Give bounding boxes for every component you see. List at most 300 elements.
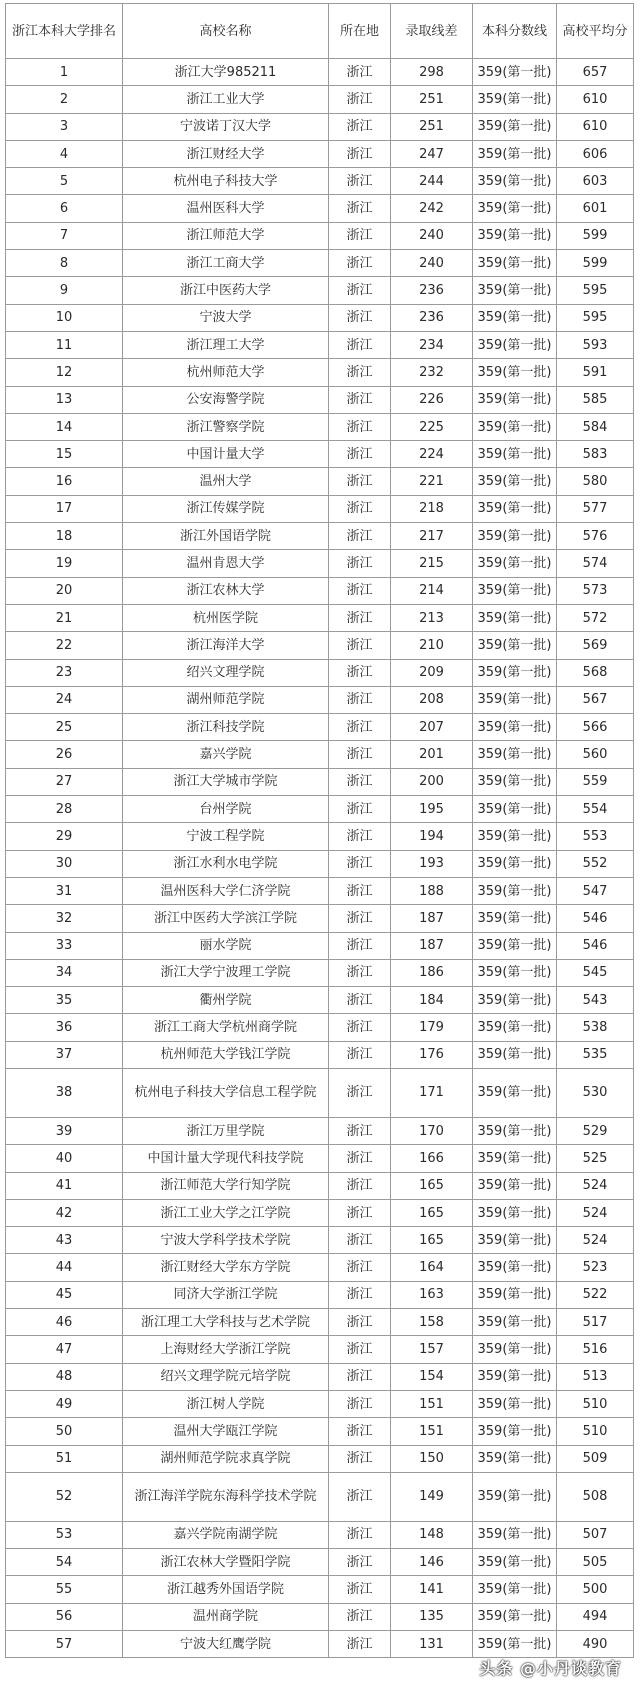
cell-score-gap: 232: [391, 359, 473, 386]
cell-school-name: 浙江理工大学科技与艺术学院: [123, 1309, 329, 1336]
cell-cutoff-line: 359(第一批): [473, 1117, 557, 1144]
cell-cutoff-line: 359(第一批): [473, 932, 557, 959]
cell-cutoff-line: 359(第一批): [473, 523, 557, 550]
cell-school-name: 宁波诺丁汉大学: [123, 113, 329, 140]
cell-cutoff-line: 359(第一批): [473, 550, 557, 577]
cell-average-score: 545: [557, 959, 634, 986]
cell-rank: 22: [6, 632, 123, 659]
cell-average-score: 523: [557, 1254, 634, 1281]
cell-average-score: 538: [557, 1014, 634, 1041]
cell-location: 浙江: [329, 140, 391, 167]
cell-location: 浙江: [329, 686, 391, 713]
cell-score-gap: 179: [391, 1014, 473, 1041]
cell-school-name: 浙江工业大学之江学院: [123, 1199, 329, 1226]
cell-cutoff-line: 359(第一批): [473, 1631, 557, 1658]
cell-average-score: 490: [557, 1631, 634, 1658]
cell-location: 浙江: [329, 277, 391, 304]
cell-location: 浙江: [329, 1336, 391, 1363]
cell-school-name: 温州大学瓯江学院: [123, 1418, 329, 1445]
cell-average-score: 530: [557, 1068, 634, 1117]
cell-rank: 3: [6, 113, 123, 140]
cell-cutoff-line: 359(第一批): [473, 905, 557, 932]
cell-school-name: 杭州电子科技大学: [123, 168, 329, 195]
cell-school-name: 温州大学: [123, 468, 329, 495]
cell-cutoff-line: 359(第一批): [473, 113, 557, 140]
cell-rank: 56: [6, 1603, 123, 1630]
cell-school-name: 湖州师范学院求真学院: [123, 1445, 329, 1472]
cell-cutoff-line: 359(第一批): [473, 1041, 557, 1068]
cell-school-name: 浙江科技学院: [123, 714, 329, 741]
cell-cutoff-line: 359(第一批): [473, 1145, 557, 1172]
cell-average-score: 606: [557, 140, 634, 167]
cell-location: 浙江: [329, 86, 391, 113]
cell-score-gap: 225: [391, 413, 473, 440]
cell-school-name: 中国计量大学: [123, 441, 329, 468]
cell-location: 浙江: [329, 168, 391, 195]
cell-rank: 46: [6, 1309, 123, 1336]
cell-rank: 31: [6, 877, 123, 904]
cell-location: 浙江: [329, 1363, 391, 1390]
cell-average-score: 546: [557, 905, 634, 932]
table-row: [6, 1145, 634, 1172]
cell-location: 浙江: [329, 1281, 391, 1308]
cell-average-score: 507: [557, 1521, 634, 1548]
cell-average-score: 566: [557, 714, 634, 741]
table-row: [6, 113, 634, 140]
cell-average-score: 576: [557, 523, 634, 550]
cell-score-gap: 247: [391, 140, 473, 167]
cell-cutoff-line: 359(第一批): [473, 659, 557, 686]
cell-school-name: 杭州电子科技大学信息工程学院: [123, 1068, 329, 1117]
cell-school-name: 绍兴文理学院: [123, 659, 329, 686]
cell-rank: 23: [6, 659, 123, 686]
cell-location: 浙江: [329, 359, 391, 386]
cell-rank: 11: [6, 331, 123, 358]
table-row: [6, 222, 634, 249]
cell-cutoff-line: 359(第一批): [473, 495, 557, 522]
cell-average-score: 509: [557, 1445, 634, 1472]
cell-rank: 38: [6, 1068, 123, 1117]
cell-school-name: 浙江水利水电学院: [123, 850, 329, 877]
cell-average-score: 595: [557, 277, 634, 304]
table-row: [6, 59, 634, 86]
cell-school-name: 浙江大学城市学院: [123, 768, 329, 795]
header-rank: 浙江本科大学排名: [6, 4, 123, 59]
cell-location: 浙江: [329, 741, 391, 768]
cell-average-score: 610: [557, 86, 634, 113]
cell-score-gap: 217: [391, 523, 473, 550]
cell-school-name: 嘉兴学院南湖学院: [123, 1521, 329, 1548]
cell-location: 浙江: [329, 1041, 391, 1068]
cell-location: 浙江: [329, 1549, 391, 1576]
cell-score-gap: 251: [391, 113, 473, 140]
cell-school-name: 浙江师范大学: [123, 222, 329, 249]
cell-school-name: 浙江工商大学: [123, 250, 329, 277]
cell-score-gap: 193: [391, 850, 473, 877]
cell-rank: 25: [6, 714, 123, 741]
table-row: [6, 359, 634, 386]
cell-school-name: 同济大学浙江学院: [123, 1281, 329, 1308]
cell-rank: 51: [6, 1445, 123, 1472]
table-row: [6, 1603, 634, 1630]
cell-cutoff-line: 359(第一批): [473, 1472, 557, 1521]
cell-score-gap: 236: [391, 304, 473, 331]
table-row: [6, 577, 634, 604]
cell-rank: 7: [6, 222, 123, 249]
table-row: [6, 1281, 634, 1308]
cell-score-gap: 215: [391, 550, 473, 577]
cell-average-score: 525: [557, 1145, 634, 1172]
cell-location: 浙江: [329, 632, 391, 659]
cell-cutoff-line: 359(第一批): [473, 1281, 557, 1308]
cell-rank: 10: [6, 304, 123, 331]
cell-school-name: 浙江农林大学暨阳学院: [123, 1549, 329, 1576]
cell-school-name: 浙江财经大学: [123, 140, 329, 167]
cell-rank: 1: [6, 59, 123, 86]
cell-score-gap: 146: [391, 1549, 473, 1576]
cell-rank: 47: [6, 1336, 123, 1363]
table-row: [6, 86, 634, 113]
cell-school-name: 浙江海洋大学: [123, 632, 329, 659]
table-row: [6, 877, 634, 904]
cell-rank: 44: [6, 1254, 123, 1281]
cell-rank: 49: [6, 1390, 123, 1417]
cell-location: 浙江: [329, 959, 391, 986]
cell-cutoff-line: 359(第一批): [473, 386, 557, 413]
cell-location: 浙江: [329, 304, 391, 331]
cell-rank: 34: [6, 959, 123, 986]
cell-cutoff-line: 359(第一批): [473, 686, 557, 713]
cell-location: 浙江: [329, 1418, 391, 1445]
cell-school-name: 绍兴文理学院元培学院: [123, 1363, 329, 1390]
cell-cutoff-line: 359(第一批): [473, 359, 557, 386]
cell-location: 浙江: [329, 823, 391, 850]
ranking-table-container: [5, 3, 633, 1658]
cell-score-gap: 171: [391, 1068, 473, 1117]
cell-score-gap: 151: [391, 1390, 473, 1417]
cell-rank: 54: [6, 1549, 123, 1576]
cell-average-score: 595: [557, 304, 634, 331]
cell-score-gap: 149: [391, 1472, 473, 1521]
table-header-row: [6, 4, 634, 59]
cell-location: 浙江: [329, 550, 391, 577]
cell-location: 浙江: [329, 413, 391, 440]
cell-average-score: 516: [557, 1336, 634, 1363]
cell-score-gap: 176: [391, 1041, 473, 1068]
cell-rank: 45: [6, 1281, 123, 1308]
cell-location: 浙江: [329, 1145, 391, 1172]
table-row: [6, 195, 634, 222]
cell-cutoff-line: 359(第一批): [473, 714, 557, 741]
cell-score-gap: 298: [391, 59, 473, 86]
cell-rank: 30: [6, 850, 123, 877]
cell-score-gap: 221: [391, 468, 473, 495]
cell-average-score: 603: [557, 168, 634, 195]
cell-school-name: 杭州师范大学: [123, 359, 329, 386]
cell-location: 浙江: [329, 1472, 391, 1521]
cell-rank: 8: [6, 250, 123, 277]
table-row: [6, 1631, 634, 1658]
cell-rank: 42: [6, 1199, 123, 1226]
cell-school-name: 湖州师范学院: [123, 686, 329, 713]
cell-school-name: 上海财经大学浙江学院: [123, 1336, 329, 1363]
cell-rank: 43: [6, 1227, 123, 1254]
cell-score-gap: 201: [391, 741, 473, 768]
cell-school-name: 浙江大学宁波理工学院: [123, 959, 329, 986]
cell-location: 浙江: [329, 1521, 391, 1548]
cell-average-score: 580: [557, 468, 634, 495]
table-row: [6, 1576, 634, 1603]
cell-cutoff-line: 359(第一批): [473, 1014, 557, 1041]
cell-score-gap: 226: [391, 386, 473, 413]
table-row: [6, 959, 634, 986]
cell-average-score: 593: [557, 331, 634, 358]
table-row: [6, 495, 634, 522]
cell-cutoff-line: 359(第一批): [473, 168, 557, 195]
cell-cutoff-line: 359(第一批): [473, 796, 557, 823]
cell-location: 浙江: [329, 1309, 391, 1336]
cell-school-name: 浙江中医药大学: [123, 277, 329, 304]
cell-score-gap: 188: [391, 877, 473, 904]
cell-average-score: 517: [557, 1309, 634, 1336]
table-row: [6, 1117, 634, 1144]
table-row: [6, 1068, 634, 1117]
cell-score-gap: 163: [391, 1281, 473, 1308]
cell-score-gap: 166: [391, 1145, 473, 1172]
cell-rank: 28: [6, 796, 123, 823]
cell-school-name: 浙江越秀外国语学院: [123, 1576, 329, 1603]
cell-score-gap: 214: [391, 577, 473, 604]
cell-average-score: 657: [557, 59, 634, 86]
cell-average-score: 567: [557, 686, 634, 713]
cell-cutoff-line: 359(第一批): [473, 1309, 557, 1336]
cell-average-score: 560: [557, 741, 634, 768]
cell-location: 浙江: [329, 577, 391, 604]
cell-location: 浙江: [329, 1068, 391, 1117]
cell-location: 浙江: [329, 59, 391, 86]
cell-average-score: 529: [557, 1117, 634, 1144]
table-row: [6, 1227, 634, 1254]
cell-location: 浙江: [329, 1227, 391, 1254]
table-row: [6, 277, 634, 304]
table-row: [6, 850, 634, 877]
cell-cutoff-line: 359(第一批): [473, 468, 557, 495]
cell-average-score: 524: [557, 1227, 634, 1254]
table-row: [6, 1014, 634, 1041]
cell-school-name: 丽水学院: [123, 932, 329, 959]
cell-average-score: 543: [557, 987, 634, 1014]
cell-cutoff-line: 359(第一批): [473, 250, 557, 277]
cell-average-score: 535: [557, 1041, 634, 1068]
cell-location: 浙江: [329, 1014, 391, 1041]
cell-location: 浙江: [329, 768, 391, 795]
cell-school-name: 温州肯恩大学: [123, 550, 329, 577]
table-row: [6, 659, 634, 686]
cell-score-gap: 240: [391, 250, 473, 277]
cell-score-gap: 218: [391, 495, 473, 522]
cell-average-score: 572: [557, 604, 634, 631]
cell-cutoff-line: 359(第一批): [473, 768, 557, 795]
cell-cutoff-line: 359(第一批): [473, 86, 557, 113]
cell-cutoff-line: 359(第一批): [473, 1068, 557, 1117]
cell-rank: 21: [6, 604, 123, 631]
cell-rank: 2: [6, 86, 123, 113]
table-row: [6, 741, 634, 768]
cell-score-gap: 200: [391, 768, 473, 795]
table-row: [6, 250, 634, 277]
table-body: [6, 59, 634, 1658]
cell-cutoff-line: 359(第一批): [473, 331, 557, 358]
table-row: [6, 1041, 634, 1068]
cell-location: 浙江: [329, 877, 391, 904]
cell-score-gap: 208: [391, 686, 473, 713]
table-row: [6, 1472, 634, 1521]
cell-average-score: 591: [557, 359, 634, 386]
cell-school-name: 浙江农林大学: [123, 577, 329, 604]
cell-cutoff-line: 359(第一批): [473, 877, 557, 904]
cell-school-name: 公安海警学院: [123, 386, 329, 413]
cell-rank: 55: [6, 1576, 123, 1603]
cell-cutoff-line: 359(第一批): [473, 413, 557, 440]
cell-school-name: 宁波大红鹰学院: [123, 1631, 329, 1658]
table-row: [6, 714, 634, 741]
cell-average-score: 599: [557, 222, 634, 249]
cell-rank: 35: [6, 987, 123, 1014]
cell-school-name: 衢州学院: [123, 987, 329, 1014]
cell-location: 浙江: [329, 987, 391, 1014]
university-ranking-table: [5, 3, 634, 1658]
cell-score-gap: 154: [391, 1363, 473, 1390]
cell-location: 浙江: [329, 1390, 391, 1417]
table-row: [6, 796, 634, 823]
cell-school-name: 浙江万里学院: [123, 1117, 329, 1144]
cell-average-score: 610: [557, 113, 634, 140]
header-cutoff-line: 本科分数线: [473, 4, 557, 59]
cell-cutoff-line: 359(第一批): [473, 1521, 557, 1548]
cell-score-gap: 187: [391, 932, 473, 959]
header-score-gap: 录取线差: [391, 4, 473, 59]
cell-location: 浙江: [329, 523, 391, 550]
cell-rank: 4: [6, 140, 123, 167]
cell-school-name: 浙江传媒学院: [123, 495, 329, 522]
cell-location: 浙江: [329, 1172, 391, 1199]
cell-location: 浙江: [329, 1576, 391, 1603]
cell-rank: 24: [6, 686, 123, 713]
cell-location: 浙江: [329, 932, 391, 959]
cell-score-gap: 164: [391, 1254, 473, 1281]
cell-rank: 15: [6, 441, 123, 468]
cell-average-score: 510: [557, 1418, 634, 1445]
cell-rank: 18: [6, 523, 123, 550]
cell-school-name: 中国计量大学现代科技学院: [123, 1145, 329, 1172]
cell-score-gap: 148: [391, 1521, 473, 1548]
table-row: [6, 1172, 634, 1199]
cell-rank: 6: [6, 195, 123, 222]
cell-school-name: 杭州医学院: [123, 604, 329, 631]
cell-school-name: 宁波大学科学技术学院: [123, 1227, 329, 1254]
cell-location: 浙江: [329, 1445, 391, 1472]
cell-school-name: 浙江理工大学: [123, 331, 329, 358]
cell-rank: 12: [6, 359, 123, 386]
cell-score-gap: 194: [391, 823, 473, 850]
cell-cutoff-line: 359(第一批): [473, 1363, 557, 1390]
cell-average-score: 524: [557, 1199, 634, 1226]
cell-location: 浙江: [329, 113, 391, 140]
cell-average-score: 573: [557, 577, 634, 604]
cell-location: 浙江: [329, 1254, 391, 1281]
cell-cutoff-line: 359(第一批): [473, 959, 557, 986]
cell-location: 浙江: [329, 250, 391, 277]
cell-average-score: 568: [557, 659, 634, 686]
cell-school-name: 嘉兴学院: [123, 741, 329, 768]
cell-score-gap: 184: [391, 987, 473, 1014]
cell-location: 浙江: [329, 1603, 391, 1630]
cell-cutoff-line: 359(第一批): [473, 987, 557, 1014]
cell-rank: 36: [6, 1014, 123, 1041]
cell-school-name: 浙江大学985211: [123, 59, 329, 86]
table-row: [6, 932, 634, 959]
table-row: [6, 386, 634, 413]
table-row: [6, 632, 634, 659]
cell-average-score: 524: [557, 1172, 634, 1199]
cell-rank: 26: [6, 741, 123, 768]
cell-location: 浙江: [329, 495, 391, 522]
cell-score-gap: 234: [391, 331, 473, 358]
cell-rank: 53: [6, 1521, 123, 1548]
cell-average-score: 569: [557, 632, 634, 659]
cell-rank: 40: [6, 1145, 123, 1172]
cell-location: 浙江: [329, 195, 391, 222]
cell-score-gap: 224: [391, 441, 473, 468]
table-row: [6, 768, 634, 795]
cell-average-score: 574: [557, 550, 634, 577]
cell-school-name: 浙江工商大学杭州商学院: [123, 1014, 329, 1041]
header-average-score: 高校平均分: [557, 4, 634, 59]
cell-score-gap: 242: [391, 195, 473, 222]
cell-score-gap: 157: [391, 1336, 473, 1363]
table-row: [6, 523, 634, 550]
cell-cutoff-line: 359(第一批): [473, 277, 557, 304]
cell-average-score: 583: [557, 441, 634, 468]
cell-average-score: 547: [557, 877, 634, 904]
table-row: [6, 604, 634, 631]
header-school-name: 高校名称: [123, 4, 329, 59]
cell-location: 浙江: [329, 1117, 391, 1144]
table-row: [6, 905, 634, 932]
cell-school-name: 温州医科大学: [123, 195, 329, 222]
cell-score-gap: 165: [391, 1199, 473, 1226]
cell-cutoff-line: 359(第一批): [473, 304, 557, 331]
cell-rank: 37: [6, 1041, 123, 1068]
cell-score-gap: 186: [391, 959, 473, 986]
cell-cutoff-line: 359(第一批): [473, 1549, 557, 1576]
cell-rank: 5: [6, 168, 123, 195]
table-row: [6, 441, 634, 468]
cell-average-score: 559: [557, 768, 634, 795]
cell-rank: 50: [6, 1418, 123, 1445]
cell-school-name: 浙江警察学院: [123, 413, 329, 440]
cell-school-name: 浙江财经大学东方学院: [123, 1254, 329, 1281]
cell-average-score: 510: [557, 1390, 634, 1417]
cell-score-gap: 240: [391, 222, 473, 249]
cell-rank: 17: [6, 495, 123, 522]
table-row: [6, 1521, 634, 1548]
cell-cutoff-line: 359(第一批): [473, 577, 557, 604]
cell-average-score: 585: [557, 386, 634, 413]
cell-cutoff-line: 359(第一批): [473, 1172, 557, 1199]
cell-score-gap: 165: [391, 1172, 473, 1199]
cell-score-gap: 195: [391, 796, 473, 823]
